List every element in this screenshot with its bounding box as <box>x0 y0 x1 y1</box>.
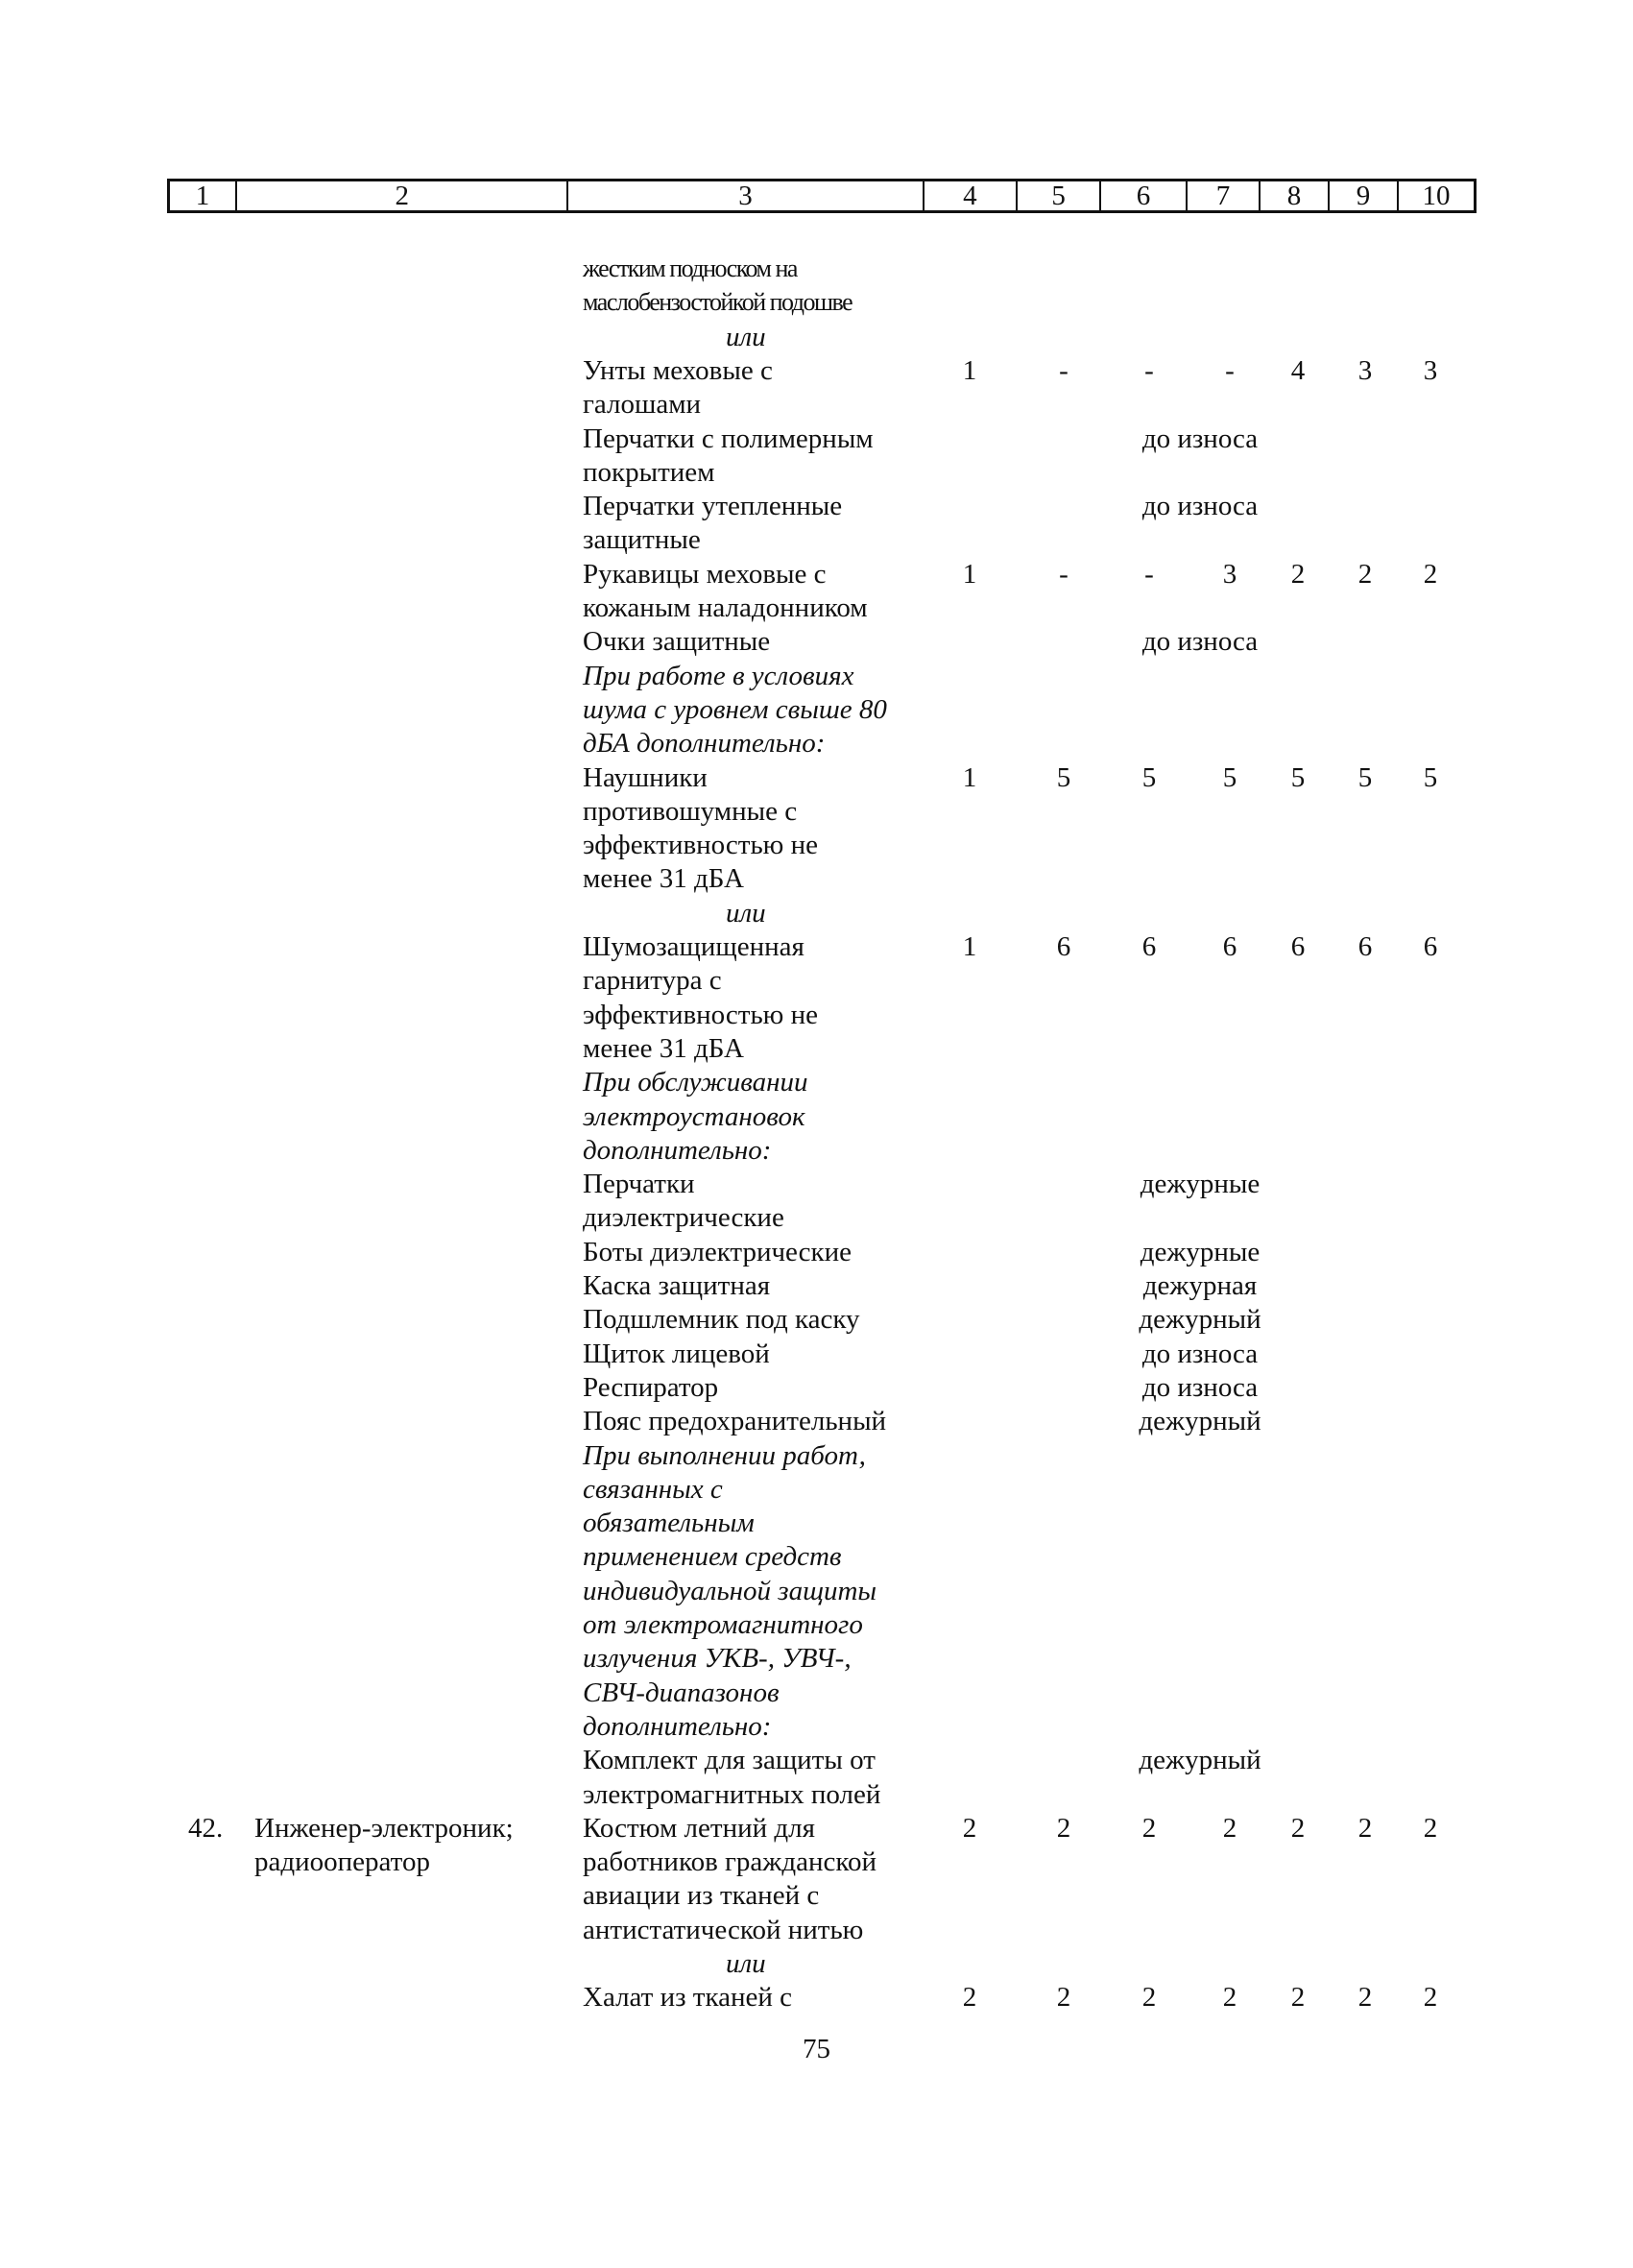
norm-value-col-8: 6 <box>1290 931 1306 962</box>
norm-value-col-10: 6 <box>1423 931 1438 962</box>
ppe-item-name: Боты диэлектрические <box>583 1236 853 1267</box>
table-row <box>0 1878 1633 1913</box>
ppe-item-name: Наушники <box>583 761 708 793</box>
ppe-item-name: Перчатки утепленные <box>583 491 843 522</box>
ppe-item-name: При выполнении работ, <box>583 1439 866 1471</box>
norm-value-col-8: 2 <box>1290 1812 1306 1844</box>
table-row <box>0 624 1633 659</box>
table-row <box>0 1472 1633 1507</box>
ppe-item-name: При работе в условиях <box>583 660 854 691</box>
ppe-item-name: Шумозащищенная <box>583 931 804 962</box>
ppe-item-name: Комплект для защиты от <box>583 1745 876 1776</box>
table-row <box>0 1777 1633 1812</box>
norm-value-col-7: 2 <box>1222 1982 1237 2014</box>
table-row <box>0 387 1633 422</box>
table-row <box>0 285 1633 320</box>
issue-term: до износа <box>1141 1371 1259 1403</box>
norm-value-col-4: 2 <box>962 1812 977 1844</box>
col-header-3: 3 <box>568 181 924 210</box>
table-row <box>0 353 1633 388</box>
ppe-item-name: диэлектрические <box>583 1202 784 1234</box>
table-row <box>0 929 1633 964</box>
ppe-item-name: от электромагнитного <box>583 1609 863 1640</box>
issue-term: дежурная <box>1142 1270 1258 1301</box>
page-number: 75 <box>803 2034 830 2064</box>
norm-value-col-8: 4 <box>1290 354 1306 386</box>
norm-value-col-9: 2 <box>1357 1982 1373 2014</box>
table-row <box>0 1641 1633 1676</box>
ppe-item-name: электроустановок <box>583 1100 805 1132</box>
issue-term: дежурный <box>1139 1304 1261 1336</box>
norm-value-col-9: 5 <box>1357 761 1373 793</box>
ppe-item-name: СВЧ-диапазонов <box>583 1677 780 1708</box>
norm-value-col-7: 2 <box>1222 1812 1237 1844</box>
ppe-item-name: галошами <box>583 389 702 421</box>
ppe-item-name: излучения УКВ-, УВЧ-, <box>583 1643 852 1675</box>
table-row <box>0 1200 1633 1235</box>
table-row <box>0 1676 1633 1710</box>
row-number: 42. <box>188 1812 224 1844</box>
col-header-9: 9 <box>1330 181 1399 210</box>
norm-value-col-6: - <box>1144 558 1154 590</box>
ppe-item-name: применением средств <box>583 1541 842 1573</box>
ppe-item-name: шума с уровнем свыше 80 <box>583 693 887 725</box>
norm-value-col-6: 5 <box>1141 761 1157 793</box>
norm-value-col-7: 3 <box>1222 558 1237 590</box>
col-header-6: 6 <box>1101 181 1188 210</box>
ppe-item-name: Щиток лицевой <box>583 1338 770 1369</box>
norm-value-col-6: 2 <box>1141 1982 1157 2014</box>
norm-value-col-5: 2 <box>1056 1982 1071 2014</box>
norm-value-col-6: 2 <box>1141 1812 1157 1844</box>
table-row <box>0 1065 1633 1099</box>
table-row <box>0 760 1633 795</box>
issue-term: дежурный <box>1139 1406 1261 1437</box>
ppe-item-name: работников гражданской <box>583 1846 877 1878</box>
table-row <box>0 861 1633 896</box>
ppe-item-name: дБА дополнительно: <box>583 728 826 760</box>
table-row <box>0 1302 1633 1337</box>
table-row <box>0 320 1633 354</box>
issue-term: дежурные <box>1140 1236 1261 1267</box>
table-row <box>0 252 1633 286</box>
norm-value-col-7: 6 <box>1222 931 1237 962</box>
table-row <box>0 1370 1633 1405</box>
table-row <box>0 557 1633 591</box>
norm-value-col-10: 2 <box>1423 1982 1438 2014</box>
table-row <box>0 422 1633 456</box>
ppe-item-name: менее 31 дБА <box>583 863 744 895</box>
norm-value-col-5: - <box>1059 354 1069 386</box>
ppe-item-name: или <box>726 321 766 352</box>
ppe-item-name: Подшлемник под каску <box>583 1304 860 1336</box>
col-header-7: 7 <box>1188 181 1261 210</box>
ppe-item-name: гарнитура с <box>583 965 722 997</box>
ppe-item-name: или <box>726 897 766 929</box>
col-header-1: 1 <box>170 181 237 210</box>
table-row <box>0 1980 1633 2015</box>
table-row <box>0 1337 1633 1371</box>
norm-value-col-8: 5 <box>1290 761 1306 793</box>
ppe-item-name: Респиратор <box>583 1371 719 1403</box>
col-header-5: 5 <box>1018 181 1101 210</box>
table-row <box>0 1913 1633 1947</box>
table-row <box>0 489 1633 523</box>
ppe-item-name: жестким подноском на <box>583 254 797 282</box>
norm-value-col-7: - <box>1225 354 1235 386</box>
ppe-item-name: индивидуальной защиты <box>583 1575 877 1606</box>
table-row <box>0 1743 1633 1777</box>
ppe-item-name: антистатической нитью <box>583 1914 864 1945</box>
norm-value-col-4: 2 <box>962 1982 977 2014</box>
table-row <box>0 1268 1633 1303</box>
table-row <box>0 591 1633 625</box>
norm-value-col-9: 3 <box>1357 354 1373 386</box>
ppe-item-name: маслобензостойкой подошве <box>583 288 853 317</box>
ppe-item-name: Унты меховые с <box>583 354 773 386</box>
table-row <box>0 726 1633 760</box>
norm-value-col-10: 3 <box>1423 354 1438 386</box>
table-row <box>0 998 1633 1032</box>
norm-value-col-10: 2 <box>1423 558 1438 590</box>
table-row <box>0 1167 1633 1201</box>
ppe-item-name: Костюм летний для <box>583 1812 815 1844</box>
ppe-item-name: авиации из тканей с <box>583 1880 820 1912</box>
ppe-item-name: или <box>726 1948 766 1979</box>
ppe-item-name: защитные <box>583 524 701 556</box>
ppe-item-name: Очки защитные <box>583 626 771 658</box>
norm-value-col-4: 1 <box>962 558 977 590</box>
table-header-row <box>167 179 1477 213</box>
norm-value-col-9: 6 <box>1357 931 1373 962</box>
norm-value-col-6: - <box>1144 354 1154 386</box>
table-row <box>0 1404 1633 1438</box>
norm-value-col-5: 6 <box>1056 931 1071 962</box>
table-row <box>0 1031 1633 1066</box>
ppe-item-name: дополнительно: <box>583 1710 772 1742</box>
ppe-item-name: Перчатки <box>583 1169 695 1200</box>
ppe-item-name: эффективностью не <box>583 999 818 1030</box>
ppe-item-name: эффективностью не <box>583 830 818 861</box>
issue-term: до износа <box>1141 626 1259 658</box>
norm-value-col-9: 2 <box>1357 558 1373 590</box>
table-row <box>0 1607 1633 1642</box>
table-row <box>0 1133 1633 1168</box>
col-header-10: 10 <box>1422 181 1451 211</box>
norm-value-col-10: 2 <box>1423 1812 1438 1844</box>
ppe-item-name: связанных с <box>583 1473 723 1505</box>
table-row <box>0 659 1633 693</box>
col-header-2: 2 <box>237 181 568 210</box>
norm-value-col-7: 5 <box>1222 761 1237 793</box>
norm-value-col-8: 2 <box>1290 1982 1306 2014</box>
issue-term: до износа <box>1141 422 1259 454</box>
table-row <box>0 455 1633 490</box>
ppe-item-name: менее 31 дБА <box>583 1032 744 1064</box>
norm-value-col-10: 5 <box>1423 761 1438 793</box>
ppe-item-name: Рукавицы меховые с <box>583 558 827 590</box>
ppe-item-name: Перчатки с полимерным <box>583 422 874 454</box>
table-row <box>0 1438 1633 1473</box>
table-row <box>0 1811 1633 1846</box>
table-row <box>0 1099 1633 1134</box>
col-header-8: 8 <box>1261 181 1330 210</box>
profession-name: радиооператор <box>254 1846 430 1878</box>
ppe-item-name: При обслуживании <box>583 1067 808 1098</box>
norm-value-col-5: 2 <box>1056 1812 1071 1844</box>
issue-term: дежурный <box>1139 1745 1261 1776</box>
table-row <box>0 1946 1633 1981</box>
ppe-item-name: кожаным наладонником <box>583 592 868 623</box>
issue-term: до износа <box>1141 491 1259 522</box>
table-row <box>0 692 1633 727</box>
norm-value-col-6: 6 <box>1141 931 1157 962</box>
ppe-item-name: электромагнитных полей <box>583 1778 881 1810</box>
norm-value-col-5: - <box>1059 558 1069 590</box>
norm-value-col-4: 1 <box>962 354 977 386</box>
col-header-4: 4 <box>925 181 1019 210</box>
profession-name: Инженер-электроник; <box>254 1812 514 1844</box>
ppe-item-name: обязательным <box>583 1508 755 1539</box>
table-row <box>0 1539 1633 1574</box>
table-row <box>0 1574 1633 1608</box>
norm-value-col-5: 5 <box>1056 761 1071 793</box>
ppe-item-name: Пояс предохранительный <box>583 1406 887 1437</box>
issue-term: до износа <box>1141 1338 1259 1369</box>
norm-value-col-9: 2 <box>1357 1812 1373 1844</box>
table-row <box>0 963 1633 998</box>
norm-value-col-4: 1 <box>962 761 977 793</box>
issue-term: дежурные <box>1140 1169 1261 1200</box>
table-row <box>0 1845 1633 1879</box>
norm-value-col-4: 1 <box>962 931 977 962</box>
table-row <box>0 1235 1633 1269</box>
ppe-item-name: Халат из тканей с <box>583 1982 793 2014</box>
table-row <box>0 828 1633 862</box>
norm-value-col-8: 2 <box>1290 558 1306 590</box>
table-row <box>0 1506 1633 1540</box>
table-row <box>0 522 1633 557</box>
ppe-item-name: дополнительно: <box>583 1134 772 1166</box>
ppe-item-name: покрытием <box>583 456 715 488</box>
table-row <box>0 1709 1633 1744</box>
ppe-item-name: противошумные с <box>583 795 798 827</box>
table-row <box>0 794 1633 829</box>
table-row <box>0 896 1633 930</box>
ppe-item-name: Каска защитная <box>583 1270 771 1301</box>
